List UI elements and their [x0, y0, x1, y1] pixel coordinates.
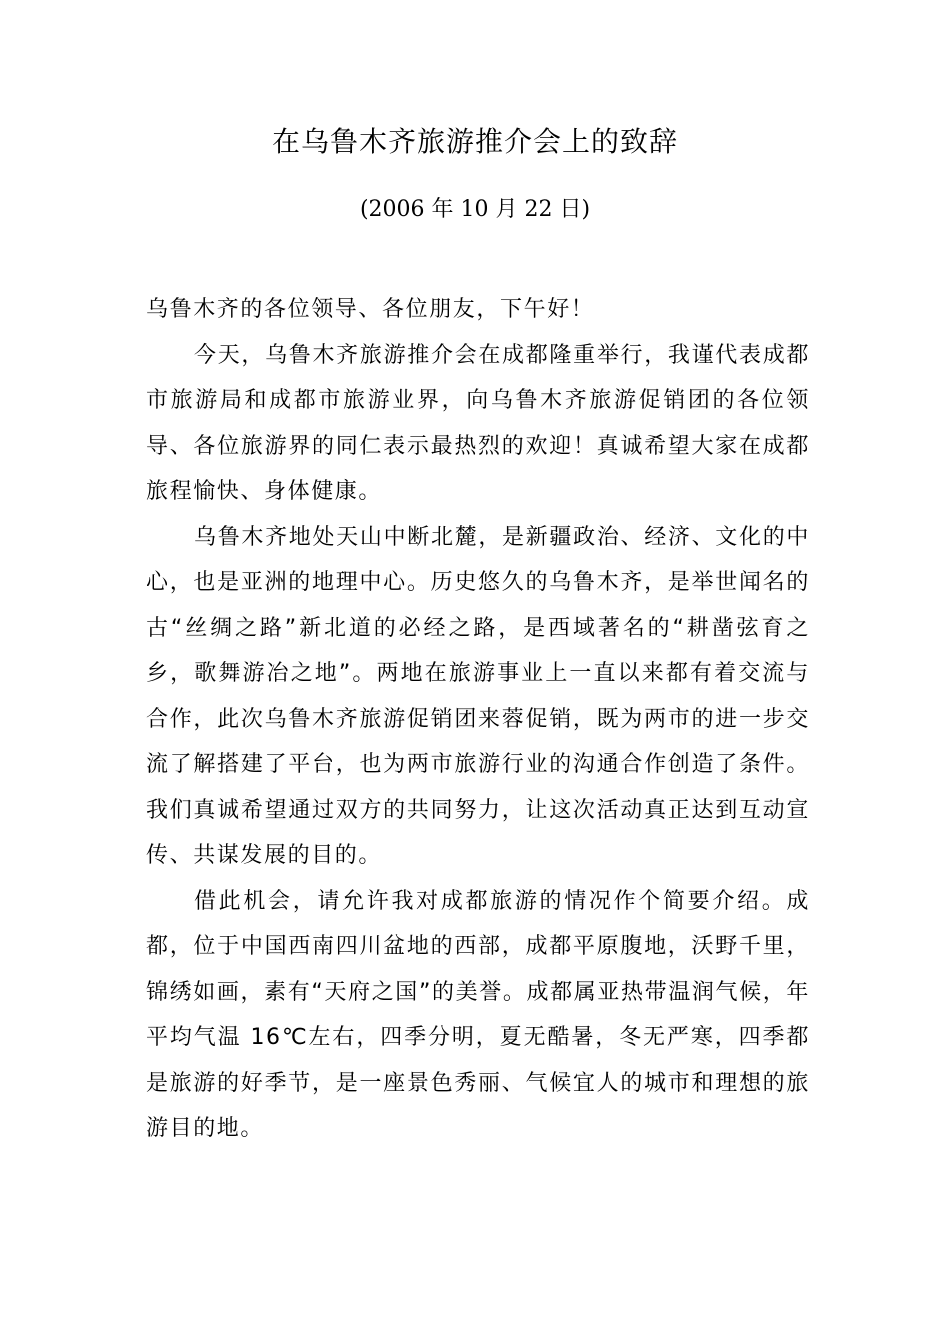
document-title: 在乌鲁木齐旅游推介会上的致辞: [271, 125, 678, 158]
salutation: 乌鲁木齐的各位领导、各位朋友，下午好！: [146, 297, 595, 322]
document-date: (2006 年 10 月 22 日): [359, 197, 591, 222]
document-body: [146, 287, 810, 1152]
paragraph: 乌鲁木齐地处天山中断北麓，是新疆政治、经济、文化的中心，也是亚洲的地理中心。历史悠久的乌鲁木齐，是举世闻名的古“丝绸之路”新北道的必经之路，是西域著名的“耕凿弦育之乡，歌舞游冶之地”。两地在旅游事业上一直以来都有着交流与合作，此次乌鲁木齐旅游促销团来蓉促销，既为两市的进一步交流了解搭建了平台，也为两市旅游行业的沟通合作创造了条件。我们真诚希望通过双方的共同努力，让这次活动真正达到互动宣传、共谋发展的目的。: [146, 524, 810, 868]
paragraph: 借此机会，请允许我对成都旅游的情况作个简要介绍。成都，位于中国西南四川盆地的西部，成都平原腹地，沃野千里，锦绣如画，素有“天府之国”的美誉。成都属亚热带温润气候，年平均气温 16℃左右，四季分明，夏无酷暑，冬无严寒，四季都是旅游的好季节，是一座景色秀丽、气候宜人的城市和理想的旅游目的地。: [146, 888, 810, 1141]
paragraph: 今天，乌鲁木齐旅游推介会在成都隆重举行，我谨代表成都市旅游局和成都市旅游业界，向乌鲁木齐旅游促销团的各位领导、各位旅游界的同仁表示最热烈的欢迎！真诚希望大家在成都旅程愉快、身体健康。: [146, 342, 810, 504]
